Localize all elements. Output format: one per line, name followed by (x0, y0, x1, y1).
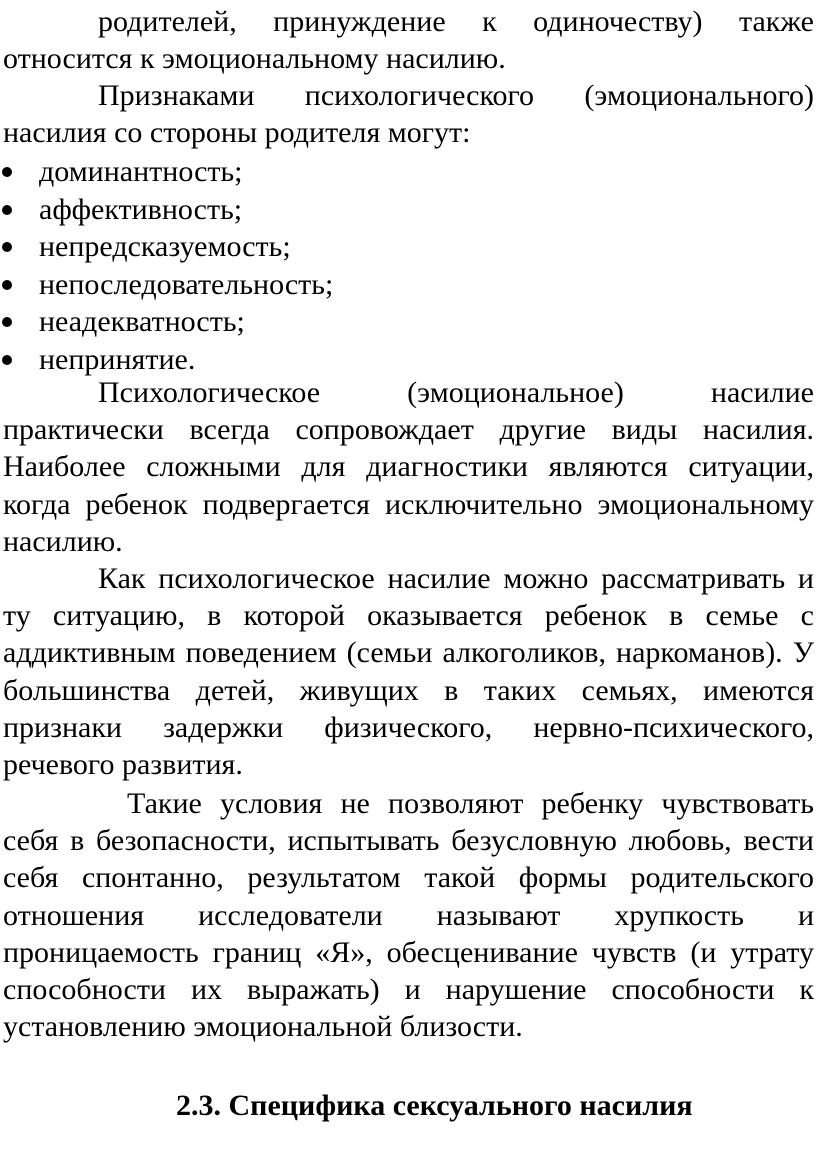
list-item (0, 263, 814, 301)
bullet-icon (2, 280, 12, 290)
paragraph-4: Как психологическое насилие можно рассматривать и ту ситуацию, в которой оказывается ребенок в семье с аддиктивным поведением (семьи алкоголиков, наркоманов). У большинства детей, живущих в таких семьях, имеются признаки задержки физического, нервно-психического, речевого развития. (3, 562, 814, 782)
paragraph-2: Признаками психологического (эмоционального) насилия со стороны родителя могут: (3, 79, 814, 150)
list-item-text: неадекватность; (39, 305, 245, 338)
list-item-text: непоследовательность; (39, 267, 334, 301)
list-item (0, 150, 814, 188)
list-item (0, 300, 814, 338)
bullet-list (0, 150, 814, 375)
bullet-icon (2, 167, 12, 177)
bullet-icon (2, 242, 12, 252)
list-item-text: непредсказуемость; (39, 230, 291, 263)
list-item-text: доминантность; (39, 155, 243, 188)
list-item-text: непринятие. (39, 342, 196, 376)
list-item-text: аффективность; (39, 192, 243, 226)
section-heading: 2.3. Специфика сексуального насилия (176, 1089, 693, 1122)
paragraph-1: родителей, принуждение к одиночеству) также относится к эмоциональному насилию. (3, 5, 814, 76)
list-item (0, 225, 814, 263)
bullet-icon (2, 205, 12, 215)
list-item (0, 188, 814, 226)
paragraph-5: Такие условия не позволяют ребенку чувствовать себя в безопасности, испытывать безусловную любовь, вести себя спонтанно, результатом такой формы родительского отношения исследователи называют хрупкость и проницаемость границ «Я», обесценивание чувств (и утрату способности их выражать) и нарушение способности к установлению эмоциональной близости. (3, 787, 814, 1044)
paragraph-3: Психологическое (эмоциональное) насилие практически всегда сопровождает другие виды насилия. Наиболее сложными для диагностики являются ситуации, когда ребенок подвергается исключительно эмоциональному насилию. (3, 376, 814, 558)
bullet-icon (2, 355, 12, 365)
list-item (0, 338, 814, 376)
bullet-icon (2, 317, 12, 327)
